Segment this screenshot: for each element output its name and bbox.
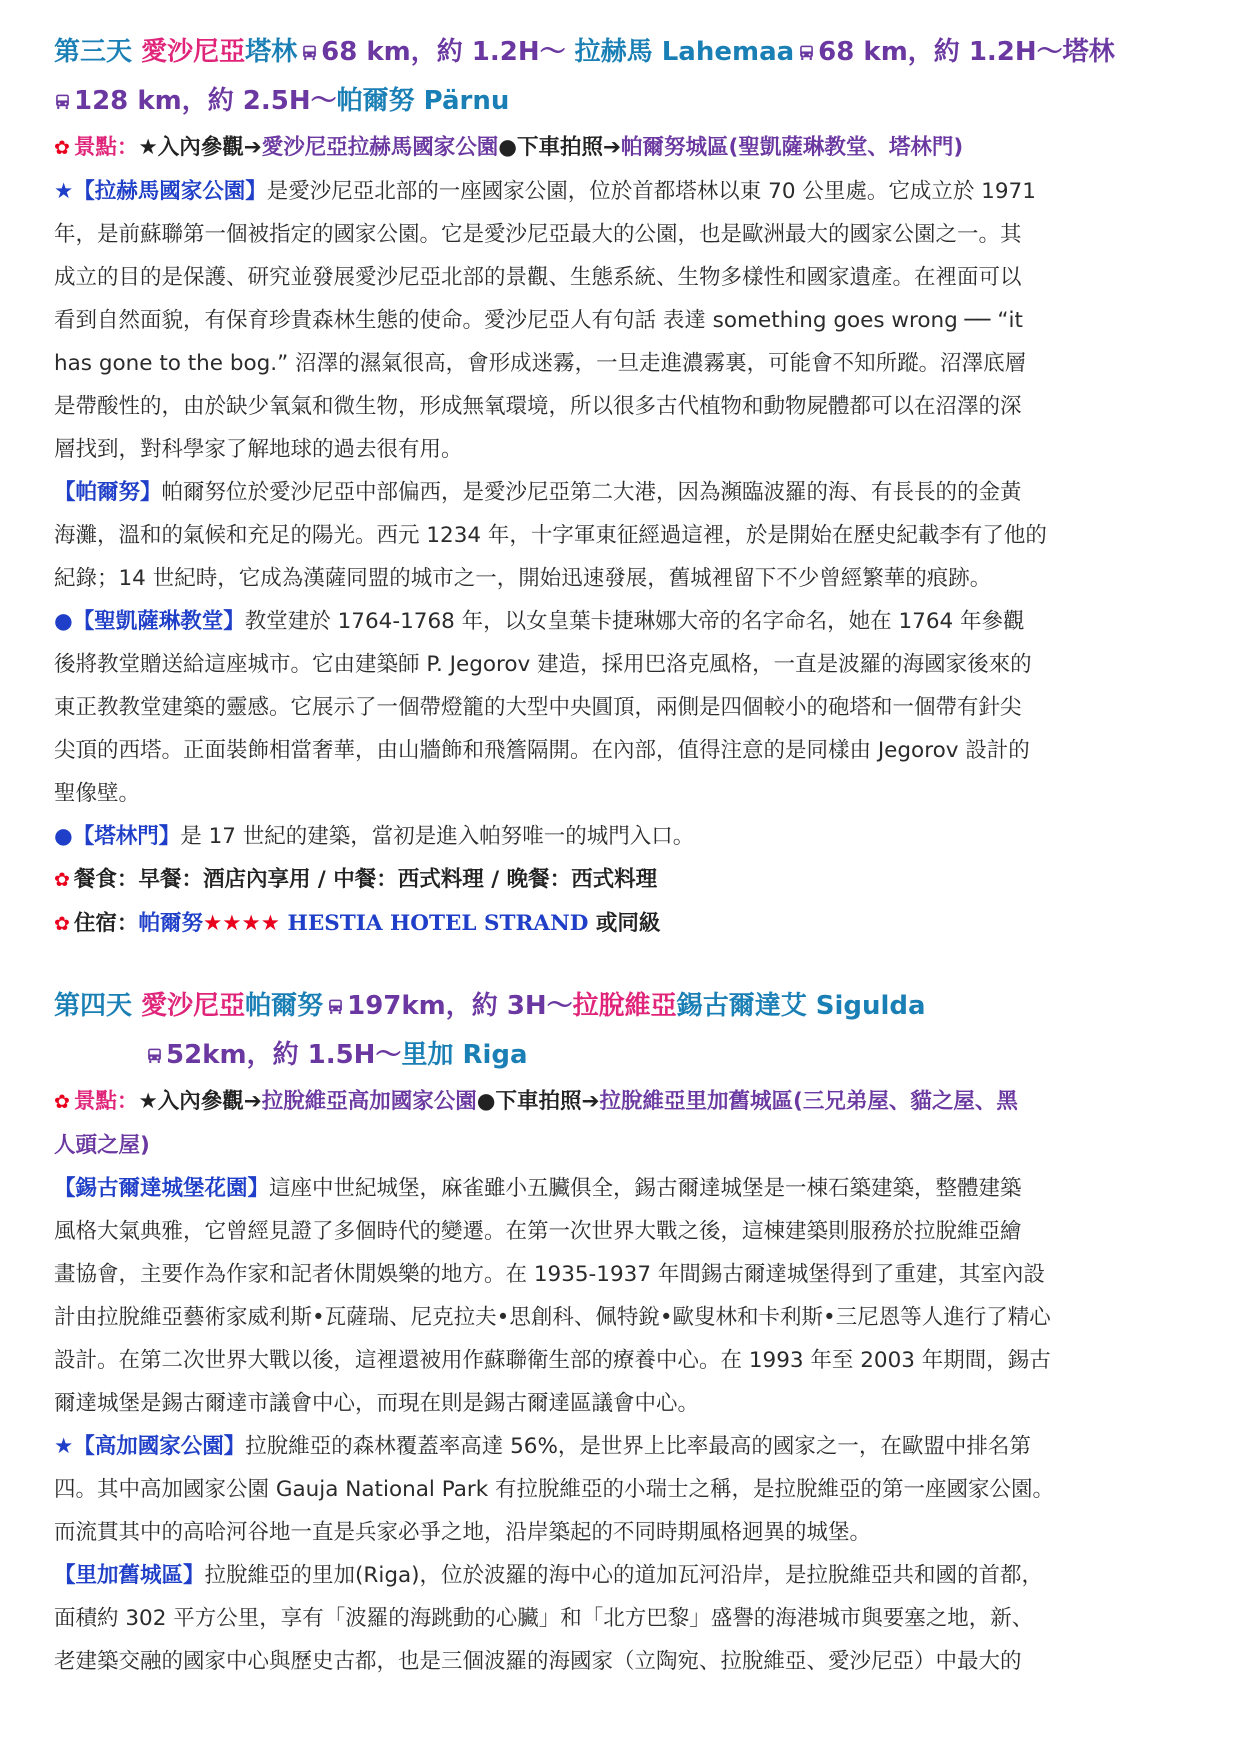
paragraph-line: has gone to the bog.” 沼澤的濕氣很高，會形成迷霧，一旦走進濃霧裏，可能會不知所蹤。沼澤底層 [54, 351, 1027, 376]
paragraph-line: 四。其中高加國家公園 Gauja National Park 有拉脫維亞的小瑞士之稱，是拉脫維亞的第一座國家公園。 [54, 1477, 1055, 1502]
hotel-suffix: 或同級 [595, 911, 661, 936]
st-catherine-section [54, 600, 1188, 815]
day3-meals [54, 858, 1188, 902]
photo-stop-label: ●下車拍照 [498, 135, 604, 160]
day3-city1: 塔林 [245, 37, 298, 67]
paragraph-line: 東正教教堂建築的靈感。它展示了一個帶燈籠的大型中央圓頂，兩側是四個較小的砲塔和一個帶有針尖 [54, 695, 1022, 720]
paragraph-line: 畫協會，主要作為作家和記者休閒娛樂的地方。在 1935-1937 年間錫古爾達城堡得到了重建，其室內設 [54, 1262, 1045, 1287]
flower-icon: ✿ [54, 137, 70, 159]
day3-label: 第三天 [54, 37, 133, 67]
gauja-section [54, 1425, 1188, 1554]
paragraph-line: 而流貫其中的高哈河谷地一直是兵家必爭之地，沿岸築起的不同時期風格迥異的城堡。 [54, 1520, 872, 1545]
day4-distance1: 197km，約 3H～ [347, 991, 573, 1021]
paragraph-line: 老建築交融的國家中心與歷史古都，也是三個波羅的海國家（立陶宛、拉脫維亞、愛沙尼亞）中最大的 [54, 1649, 1022, 1674]
arrow-icon: ➔ [603, 135, 622, 160]
paragraph-line: 教堂建於 1764-1768 年，以女皇葉卡捷琳娜大帝的名字命名，她在 1764 年參觀 [244, 609, 1025, 634]
day4-country1: 愛沙尼亞 [141, 991, 246, 1021]
day3-hotel [54, 902, 1188, 946]
sight-parnu-old-town: 帕爾努城區(聖凱薩琳教堂、塔林門) [621, 135, 964, 160]
day3-distance1: 68 km，約 1.2H～ [321, 37, 566, 67]
parnu-section [54, 471, 1188, 600]
sight-riga-old-town-cont: 人頭之屋) [54, 1133, 150, 1158]
sights-label: 景點： [73, 135, 139, 160]
itinerary-page [54, 28, 1188, 1683]
day3-country: 愛沙尼亞 [141, 37, 246, 67]
enter-visit-label: ★入內參觀 [138, 135, 244, 160]
paragraph-line: 拉脫維亞的森林覆蓋率高達 56%，是世界上比率最高的國家之一，在歐盟中排名第 [245, 1434, 1031, 1459]
bus-icon [798, 44, 815, 61]
bullet-icon: ● [54, 609, 73, 634]
paragraph-line: 是愛沙尼亞北部的一座國家公園，位於首都塔林以東 70 公里處。它成立於 1971 [266, 179, 1036, 204]
arrow-icon: ➔ [581, 1089, 600, 1114]
hotel-label: 住宿： [73, 911, 139, 936]
paragraph-line: 爾達城堡是錫古爾達市議會中心，而現在則是錫古爾達區議會中心。 [54, 1391, 700, 1416]
day3-sights [54, 126, 1188, 170]
flower-icon: ✿ [54, 1091, 70, 1113]
section-title: 【聖凱薩琳教堂】 [72, 609, 245, 634]
paragraph-line: 尖頂的西塔。正面裝飾相當奢華，由山牆飾和飛簷隔開。在內部，值得注意的是同樣由 Jegorov 設計的 [54, 738, 1030, 763]
bus-icon [327, 998, 344, 1015]
section-title: 【里加舊城區】 [54, 1563, 205, 1588]
day4-label: 第四天 [54, 991, 133, 1021]
day4-distance2: 52km，約 1.5H～ [166, 1040, 402, 1070]
day4-country2: 拉脫維亞 [572, 991, 677, 1021]
paragraph-line: 設計。在第二次世界大戰以後，這裡還被用作蘇聯衛生部的療養中心。在 1993 年至 2003 年期間，錫古 [54, 1348, 1051, 1373]
paragraph-line: 這座中世紀城堡，麻雀雖小五臟俱全，錫古爾達城堡是一棟石築建築，整體建築 [269, 1176, 1022, 1201]
bus-icon [54, 93, 71, 110]
meals-label: 餐食： [73, 867, 139, 892]
bus-icon [146, 1047, 163, 1064]
day4-heading-line2 [54, 1031, 1188, 1080]
arrow-icon: ➔ [243, 1089, 262, 1114]
hotel-city: 帕爾努 [138, 911, 203, 936]
flower-icon: ✿ [54, 869, 70, 891]
paragraph-line: 聖像壁。 [54, 781, 141, 806]
paragraph-line: 計由拉脫維亞藝術家威利斯•瓦薩瑞、尼克拉夫•思創科、佩特銳•歐叟林和卡利斯•三尼恩等人進行了精心 [54, 1305, 1051, 1330]
sight-lahemaa: 愛沙尼亞拉赫馬國家公園 [261, 135, 499, 160]
star-icon: ★ [54, 179, 74, 204]
paragraph-line: 面積約 302 平方公里，享有「波羅的海跳動的心臟」和「北方巴黎」盛譽的海港城市與要塞之地，新、 [54, 1606, 1034, 1631]
flower-icon: ✿ [54, 913, 70, 935]
hotel-name: HESTIA HOTEL STRAND [280, 911, 596, 936]
section-title: 【拉赫馬國家公園】 [73, 179, 267, 204]
riga-section [54, 1554, 1188, 1683]
meals-text: 早餐：酒店內享用 / 中餐：西式料理 / 晚餐：西式料理 [138, 867, 658, 892]
day3-city3: 帕爾努 Pärnu [336, 86, 510, 116]
paragraph-line: 海灘，溫和的氣候和充足的陽光。西元 1234 年，十字軍東征經過這裡，於是開始在歷史紀載李有了他的 [54, 523, 1047, 548]
arrow-icon: ➔ [243, 135, 262, 160]
paragraph-line: 紀錄；14 世紀時，它成為漢薩同盟的城市之一，開始迅速發展，舊城裡留下不少曾經繁華的痕跡。 [54, 566, 992, 591]
photo-stop-label: ●下車拍照 [476, 1089, 582, 1114]
paragraph-line: 成立的目的是保護、研究並發展愛沙尼亞北部的景觀、生態系統、生物多樣性和國家遺產。在裡面可以 [54, 265, 1022, 290]
sigulda-section [54, 1167, 1188, 1425]
section-title: 【塔林門】 [72, 824, 181, 849]
day4-sights [54, 1080, 1188, 1124]
tallinn-gate-section [54, 815, 1188, 858]
paragraph-line: 後將教堂贈送給這座城市。它由建築師 P. Jegorov 建造，採用巴洛克風格，一直是波羅的海國家後來的 [54, 652, 1032, 677]
paragraph-line: 看到自然面貌，有保育珍貴森林生態的使命。愛沙尼亞人有句話 表達 something goes wrong ── “it [54, 308, 1023, 333]
paragraph-line: 是帶酸性的，由於缺少氧氣和微生物，形成無氧環境，所以很多古代植物和動物屍體都可以在沼澤的深 [54, 394, 1022, 419]
sight-riga-old-town: 拉脫維亞里加舊城區(三兄弟屋、貓之屋、黑 [599, 1089, 1018, 1114]
section-title: 【錫古爾達城堡花園】 [54, 1176, 270, 1201]
enter-visit-label: ★入內參觀 [138, 1089, 244, 1114]
section-title: 【帕爾努】 [54, 480, 162, 505]
paragraph-line: 年，是前蘇聯第一個被指定的國家公園。它是愛沙尼亞最大的公園，也是歐洲最大的國家公園之一。其 [54, 222, 1022, 247]
day3-heading-line1 [54, 28, 1188, 77]
paragraph-line: 帕爾努位於愛沙尼亞中部偏西，是愛沙尼亞第二大港，因為瀕臨波羅的海、有長長的的金黃 [161, 480, 1022, 505]
section-title: 【高加國家公園】 [73, 1434, 246, 1459]
sight-gauja: 拉脫維亞高加國家公園 [261, 1089, 477, 1114]
day3-heading-line2 [54, 77, 1188, 126]
day4-city2: 錫古爾達艾 Sigulda [676, 991, 926, 1021]
bus-icon [301, 44, 318, 61]
lahemaa-section [54, 170, 1188, 471]
day4-city1: 帕爾努 [245, 991, 324, 1021]
day4-city3: 里加 Riga [401, 1040, 528, 1070]
paragraph-line: 層找到，對科學家了解地球的過去很有用。 [54, 437, 463, 462]
sights-label: 景點： [73, 1089, 139, 1114]
day4-heading-line1 [54, 982, 1188, 1031]
day3-distance2: 68 km，約 1.2H～塔林 [818, 37, 1115, 67]
hotel-stars: ★★★★ [202, 911, 281, 936]
paragraph-line: 風格大氣典雅，它曾經見證了多個時代的變遷。在第一次世界大戰之後，這棟建築則服務於拉脫維亞繪 [54, 1219, 1022, 1244]
day3-city2: 拉赫馬 Lahemaa [574, 37, 795, 67]
bullet-icon: ● [54, 824, 73, 849]
day3-distance3: 128 km，約 2.5H～ [74, 86, 337, 116]
star-icon: ★ [54, 1434, 74, 1459]
paragraph-line: 拉脫維亞的里加(Riga)，位於波羅的海中心的道加瓦河沿岸，是拉脫維亞共和國的首都， [204, 1563, 1044, 1588]
paragraph-line: 是 17 世紀的建築，當初是進入帕努唯一的城門入口。 [180, 824, 695, 849]
